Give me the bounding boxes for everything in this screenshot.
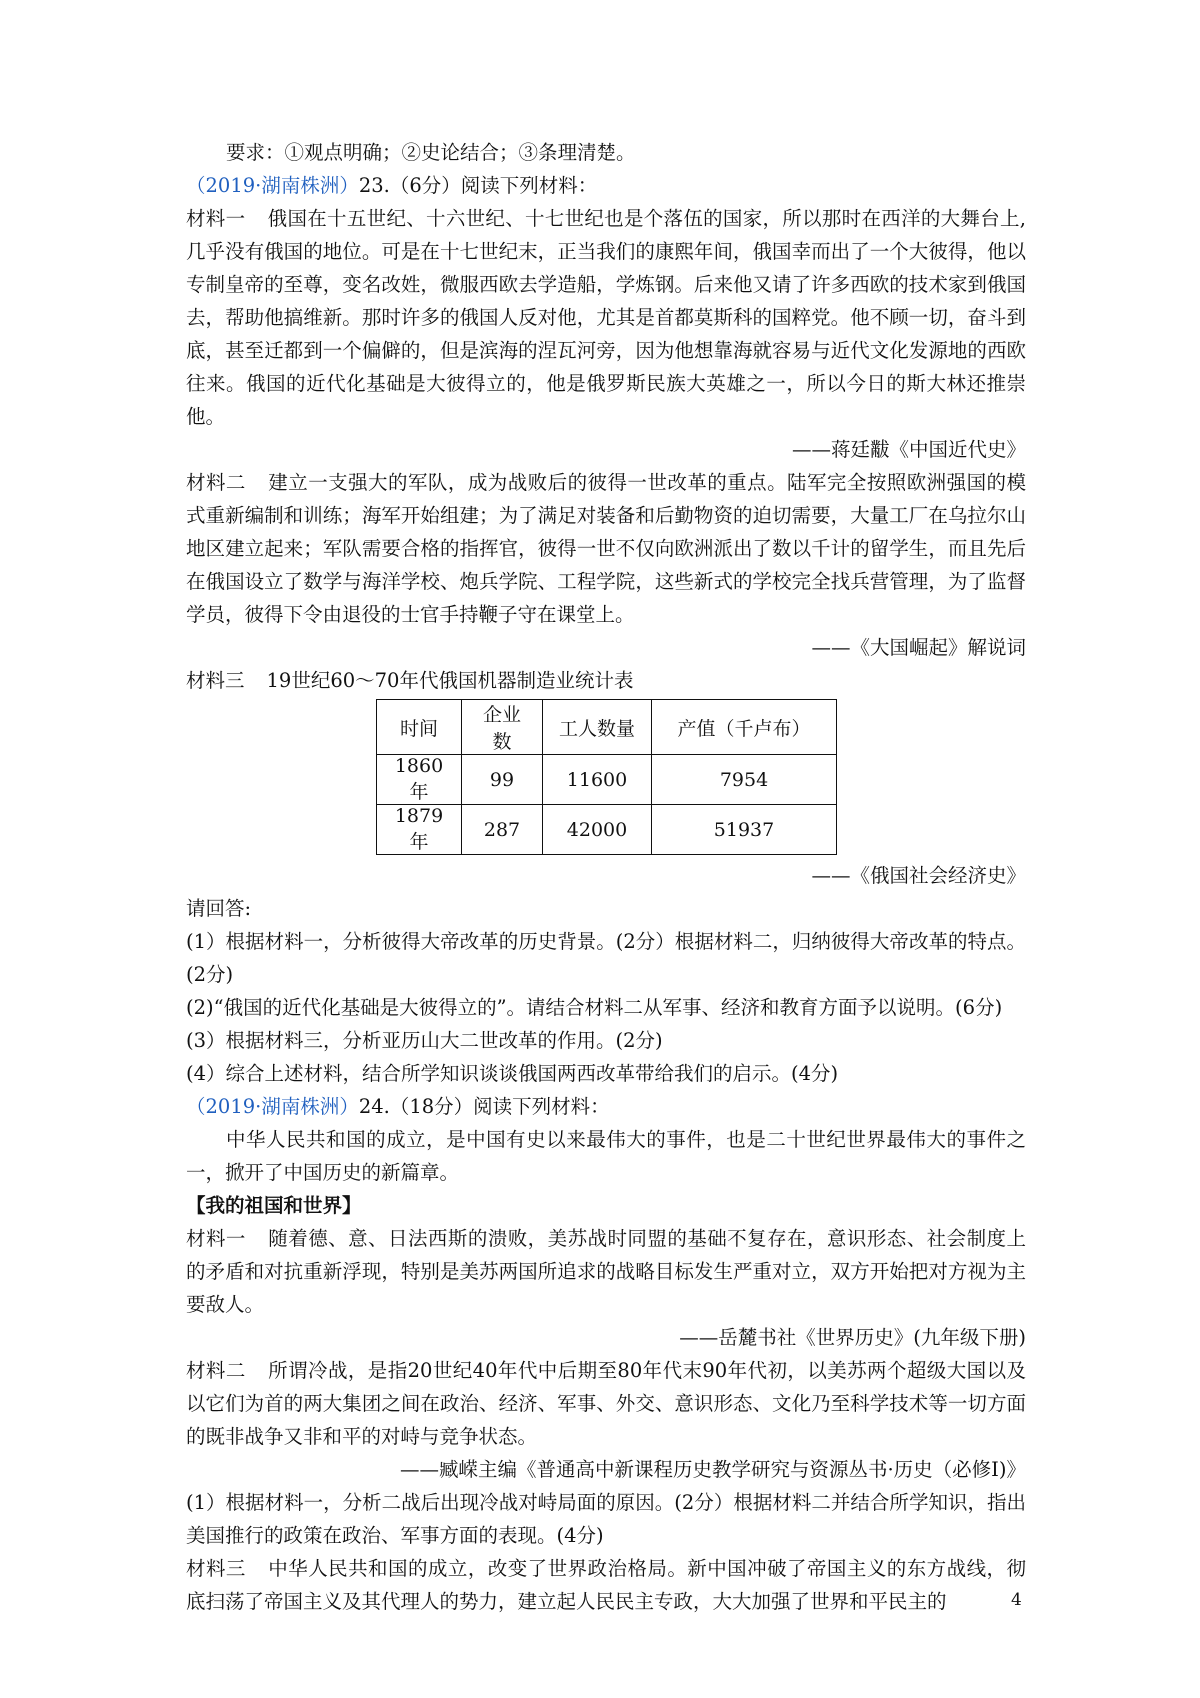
q23-m1-citation: ——蒋廷黻《中国近代史》 — [791, 438, 1026, 461]
table-cell: 42000 — [543, 805, 652, 855]
q23-question-4: (4）综合上述材料，结合所学知识谈谈俄国两西改革带给我们的启示。(4分) — [186, 1062, 839, 1085]
q24-m1-label: 材料一 — [186, 1227, 246, 1250]
q23-m3-title: 19世纪60～70年代俄国机器制造业统计表 — [266, 669, 634, 692]
q24-m1-citation: ——岳麓书社《世界历史》(九年级下册) — [679, 1326, 1026, 1349]
table-row — [377, 755, 837, 805]
q23-question-1: (1）根据材料一，分析彼得大帝改革的历史背景。(2分）根据材料二，归纳彼得大帝改革的特点。(2分) — [186, 930, 1026, 986]
q23-m2-text: 建立一支强大的军队，成为战败后的彼得一世改革的重点。陆军完全按照欧洲强国的模式重新编制和训练；海军开始组建；为了满足对装备和后勤物资的迫切需要，大量工厂在乌拉尔山地区建立起来；军队需要合格的指挥官，彼得一世不仅向欧洲派出了数以千计的留学生，而且先后在俄国设立了数学与海洋学校、炮兵学院、工程学院，这些新式的学校完全找兵营管理，为了监督学员，彼得下令由退役的士官手持鞭子守在课堂上。 — [186, 471, 1026, 626]
table-cell: 11600 — [543, 755, 652, 805]
table-header-cell: 企业数 — [462, 700, 543, 755]
requirement-line: 要求：①观点明确；②史论结合；③条理清楚。 — [226, 141, 636, 164]
q24-source: （2019·湖南株洲） — [186, 1095, 359, 1118]
q23-material-1 — [186, 202, 1026, 433]
q24-m3-text: 中华人民共和国的成立，改变了世界政治格局。新中国冲破了帝国主义的东方战线，彻底扫荡了帝国主义及其代理人的势力，建立起人民民主专政，大大加强了世界和平民主的 — [186, 1557, 1026, 1613]
table-header-cell: 时间 — [377, 700, 462, 755]
document-page — [186, 136, 1026, 1618]
page-number: 4 — [1011, 1590, 1022, 1610]
q23-m1-label: 材料一 — [186, 207, 246, 230]
table-cell: 7954 — [652, 755, 837, 805]
q24-m3-label: 材料三 — [186, 1557, 246, 1580]
q23-prompt: 23.（6分）阅读下列材料： — [358, 174, 598, 197]
table-cell: 287 — [462, 805, 543, 855]
q24-material-3 — [186, 1552, 1026, 1618]
table-header-cell: 工人数量 — [543, 700, 652, 755]
q23-m3-citation: ——《俄国社会经济史》 — [811, 864, 1026, 887]
q23-question-2: (2)“俄国的近代化基础是大彼得立的”。请结合材料二从军事、经济和教育方面予以说明。(6分) — [186, 996, 1003, 1019]
q23-ask: 请回答: — [186, 897, 252, 920]
q24-m2-citation: ——臧嵘主编《普通高中新课程历史教学研究与资源丛书·历史（必修Ⅰ)》 — [399, 1458, 1026, 1481]
table-header-row — [377, 700, 837, 755]
q24-prompt: 24.（18分）阅读下列材料： — [358, 1095, 610, 1118]
q24-m2-label: 材料二 — [186, 1359, 246, 1382]
q23-m2-label: 材料二 — [186, 471, 246, 494]
q24-intro: 中华人民共和国的成立，是中国有史以来最伟大的事件，也是二十世纪世界最伟大的事件之一，掀开了中国历史的新篇章。 — [186, 1128, 1026, 1184]
q23-material-2 — [186, 466, 1026, 631]
table-header-cell: 产值（千卢布） — [652, 700, 837, 755]
q23-question-3: (3）根据材料三，分析亚历山大二世改革的作用。(2分) — [186, 1029, 663, 1052]
q24-material-2 — [186, 1354, 1026, 1453]
q23-material-3 — [186, 664, 1026, 697]
q24-header — [186, 1090, 1026, 1123]
table-cell: 99 — [462, 755, 543, 805]
statistics-table — [376, 699, 837, 855]
table-row — [377, 805, 837, 855]
q23-m1-text: 俄国在十五世纪、十六世纪、十七世纪也是个落伍的国家，所以那时在西洋的大舞台上,几乎没有俄国的地位。可是在十七世纪末，正当我们的康熙年间，俄国幸而出了一个大彼得，他以专制皇帝的至尊，变名改姓，微服西欧去学造船，学炼钢。后来他又请了许多西欧的技术家到俄国去，帮助他搞维新。那时许多的俄国人反对他，尤其是首都莫斯科的国粹党。他不顾一切，奋斗到底，甚至迁都到一个偏僻的，但是滨海的涅瓦河旁，因为他想靠海就容易与近代文化发源地的西欧往来。俄国的近代化基础是大彼得立的，他是俄罗斯民族大英雄之一，所以今日的斯大林还推崇他。 — [186, 207, 1026, 428]
q23-source: （2019·湖南株洲） — [186, 174, 359, 197]
table-cell: 1860年 — [377, 755, 462, 805]
q23-m2-citation: ——《大国崛起》解说词 — [811, 636, 1026, 659]
table-cell: 1879年 — [377, 805, 462, 855]
q24-section-title: 【我的祖国和世界】 — [186, 1194, 362, 1217]
q24-question-1: (1）根据材料一，分析二战后出现冷战对峙局面的原因。(2分）根据材料二并结合所学知识，指出美国推行的政策在政治、军事方面的表现。(4分) — [186, 1491, 1026, 1547]
q24-m2-text: 所谓冷战，是指20世纪40年代中后期至80年代末90年代初，以美苏两个超级大国以及以它们为首的两大集团之间在政治、经济、军事、外交、意识形态、文化乃至科学技术等一切方面的既非战争又非和平的对峙与竞争状态。 — [186, 1359, 1026, 1448]
table-cell: 51937 — [652, 805, 837, 855]
q24-m1-text: 随着德、意、日法西斯的溃败，美苏战时同盟的基础不复存在，意识形态、社会制度上的矛盾和对抗重新浮现，特别是美苏两国所追求的战略目标发生严重对立，双方开始把对方视为主要敌人。 — [186, 1227, 1026, 1316]
q23-m3-label: 材料三 — [186, 669, 245, 692]
q24-material-1 — [186, 1222, 1026, 1321]
q23-header — [186, 169, 1026, 202]
